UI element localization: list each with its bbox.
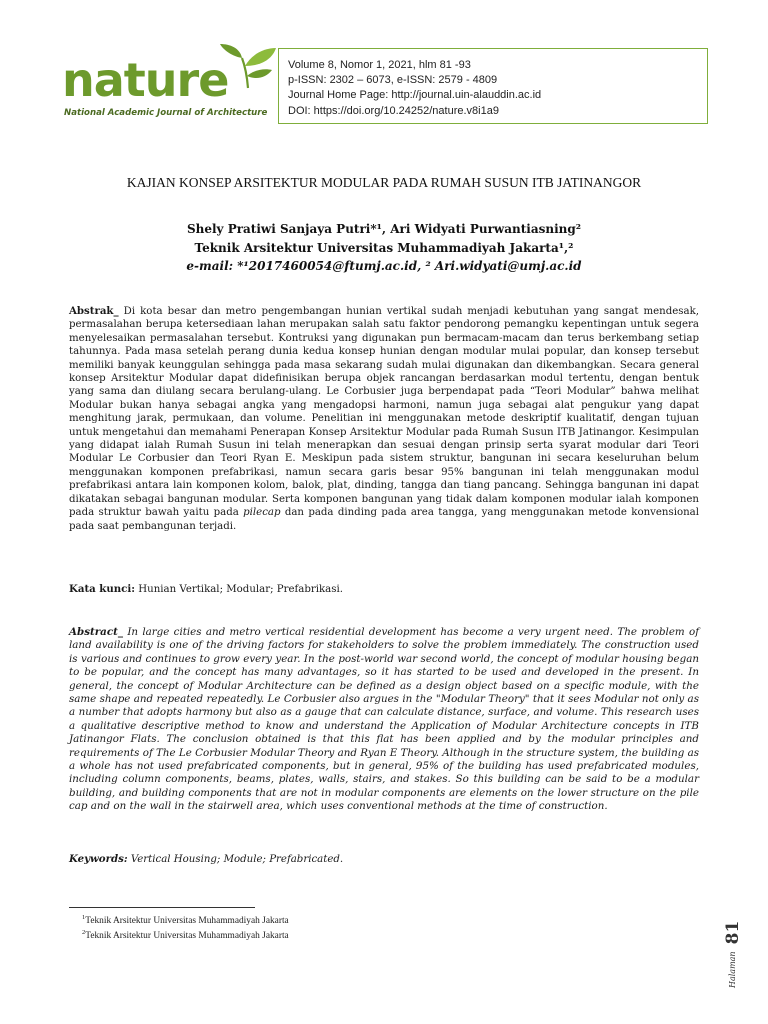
author-names: Shely Pratiwi Sanjaya Putri*¹, Ari Widyati Purwantiasning² xyxy=(186,222,582,236)
abstrak-italic-term: pilecap xyxy=(243,507,281,519)
journal-info-box xyxy=(278,48,708,124)
kata-kunci-line xyxy=(69,583,699,596)
page-label: Halaman xyxy=(728,951,737,988)
keywords-label: Keywords: xyxy=(69,853,128,865)
volume-line: Volume 8, Nomor 1, 2021, hlm 81 -93 xyxy=(288,59,471,71)
abstrak-label: Abstrak_ xyxy=(69,305,119,317)
kata-kunci-text: Hunian Vertikal; Modular; Prefabrikasi. xyxy=(135,584,343,595)
footnote-item xyxy=(82,912,289,927)
abstract-label: Abstract_ xyxy=(69,626,124,638)
page-number-value: 81 xyxy=(722,920,743,945)
issn-line: p-ISSN: 2302 – 6073, e-ISSN: 2579 - 4809 xyxy=(288,74,498,87)
abstract-text: In large cities and metro vertical residential development has become a very urgent need. The problem of land availability is one of the driving factors for stakeholders to solve the problem immediately. The construction used is various and continues to grow every year. In the post-world war second world, the concept of modular housing began to be popular, and the concept has many advantages, so it has started to be used and developed in the present. In general, the concept of Modular Architecture can be defined as a design object based on a specific module, with the same shape and repeated repeatedly. Le Corbusier also argues in the "Modular Theory" that it sees Modular not only as a number that adopts harmony but also as a gauge that can calculate distance, surface, and volume. This research uses a qualitative descriptive method to know and understand the Application of Modular Architecture concepts in ITB Jatinangor Flats. The conclusion obtained is that this flat has been applied and by the modular principles and requirements of The Le Corbusier Modular Theory and Ryan E Theory. Although in the structure system, the building as a whole has not used prefabricated components, but in general, 95% of the building has used prefabricated modules, including column components, beams, plates, walls, stairs, and stakes. So this building can be said to be a modular building, and building components that are not in modular components are elements on the lower structure on the pile cap and on the wall in the stairwell area, which uses conventional methods at the time of construction. xyxy=(69,626,699,813)
logo-tagline: National Academic Journal of Architecture xyxy=(64,108,268,118)
author-email: e-mail: *¹2017460054@ftumj.ac.id, ² Ari.widyati@umj.ac.id xyxy=(186,259,582,273)
footnote-text: Teknik Arsitektur Universitas Muhammadiyah Jakarta xyxy=(85,931,289,942)
paper-title: KAJIAN KONSEP ARSITEKTUR MODULAR PADA RUMAH SUSUN ITB JATINANGOR xyxy=(126,175,642,190)
page-number xyxy=(722,921,743,988)
author-block xyxy=(60,220,708,276)
logo-wordmark: nature xyxy=(62,53,229,107)
abstrak-text-1: Di kota besar dan metro pengembangan hunian vertikal sudah menjadi kebutuhan yang sangat mendesak, permasalahan berupa ketersediaan lahan merupakan salah satu faktor pendorong pemangku kepentingan untuk segera menyelesaikan permasalahan tersebut. Kontruksi yang digunakan pun bermacam-macam dan terus berkembang setiap tahunnya. Pada masa setelah perang dunia kedua konsep hunian dengan modular mulai popular, dan konsep tersebut memiliki banyak keunggulan sehingga pada masa sekarang sudah mulai digunakan dan dikembangkan. Secara general konsep Arsitektur Modular dapat didefinisikan berupa objek rancangan berdasarkan modul tertentu, dengan bentuk yang sama dan diulang secara berulang-ulang. Le Corbusier juga berpendapat pada “Teori Modular” bahwa melihat Modular bukan hanya sebagai angka yang mengadopsi harmoni, namun juga sebagai alat pengukur yang dapat menghitung jarak, permukaan, dan volume. Penelitian ini menggunakan metode deskriptif kualitatif, dengan tujuan untuk mengetahui dan memahami Penerapan Konsep Arsitektur Modular pada Rumah Susun ITB Jatinangor. Kesimpulan yang didapat ialah Rumah Susun ini telah menerapkan dan sesuai dengan prinsip serta syarat modular dari Teori Modular Le Corbusier dan Teori Ryan E. Meskipun pada sistem struktur, bangunan ini secara keseluruhan belum menggunakan komponen prefabrikasi, namun secara garis besar 95% bangunan ini telah menggunakan modul prefabrikasi antara lain komponen kolom, balok, plat, dinding, tangga dan tiang pancang. Sehingga bangunan ini dapat dikatakan sebagai bangunan modular. Serta komponen bangunan yang tidak dalam komponen modular ialah komponen pada struktur bawah yaitu pada xyxy=(69,306,699,519)
author-affiliation: Teknik Arsitektur Universitas Muhammadiyah Jakarta¹,² xyxy=(194,240,574,255)
abstrak-text-2: dan pada dinding pada area tangga, yang menggunakan metode konvensional pada saat pembangunan terjadi. xyxy=(69,507,700,532)
footnote-mark: 2 xyxy=(82,929,86,937)
doi-line: DOI: https://doi.org/10.24252/nature.v8i1a9 xyxy=(288,104,499,117)
homepage-line: Journal Home Page: http://journal.uin-alauddin.ac.id xyxy=(288,89,542,102)
journal-logo xyxy=(62,44,278,126)
footnote-item xyxy=(82,927,289,942)
footnote-divider xyxy=(69,907,255,908)
abstrak-paragraph xyxy=(69,305,699,533)
kata-kunci-label: Kata kunci: xyxy=(69,583,136,595)
footnotes xyxy=(82,912,289,943)
keywords-text: Vertical Housing; Module; Prefabricated. xyxy=(127,854,344,865)
footnote-mark: 1 xyxy=(82,914,86,921)
abstract-paragraph xyxy=(69,626,699,814)
leaf-icon xyxy=(218,44,278,90)
keywords-line xyxy=(69,853,699,866)
footnote-text: Teknik Arsitektur Universitas Muhammadiyah Jakarta xyxy=(85,916,289,927)
